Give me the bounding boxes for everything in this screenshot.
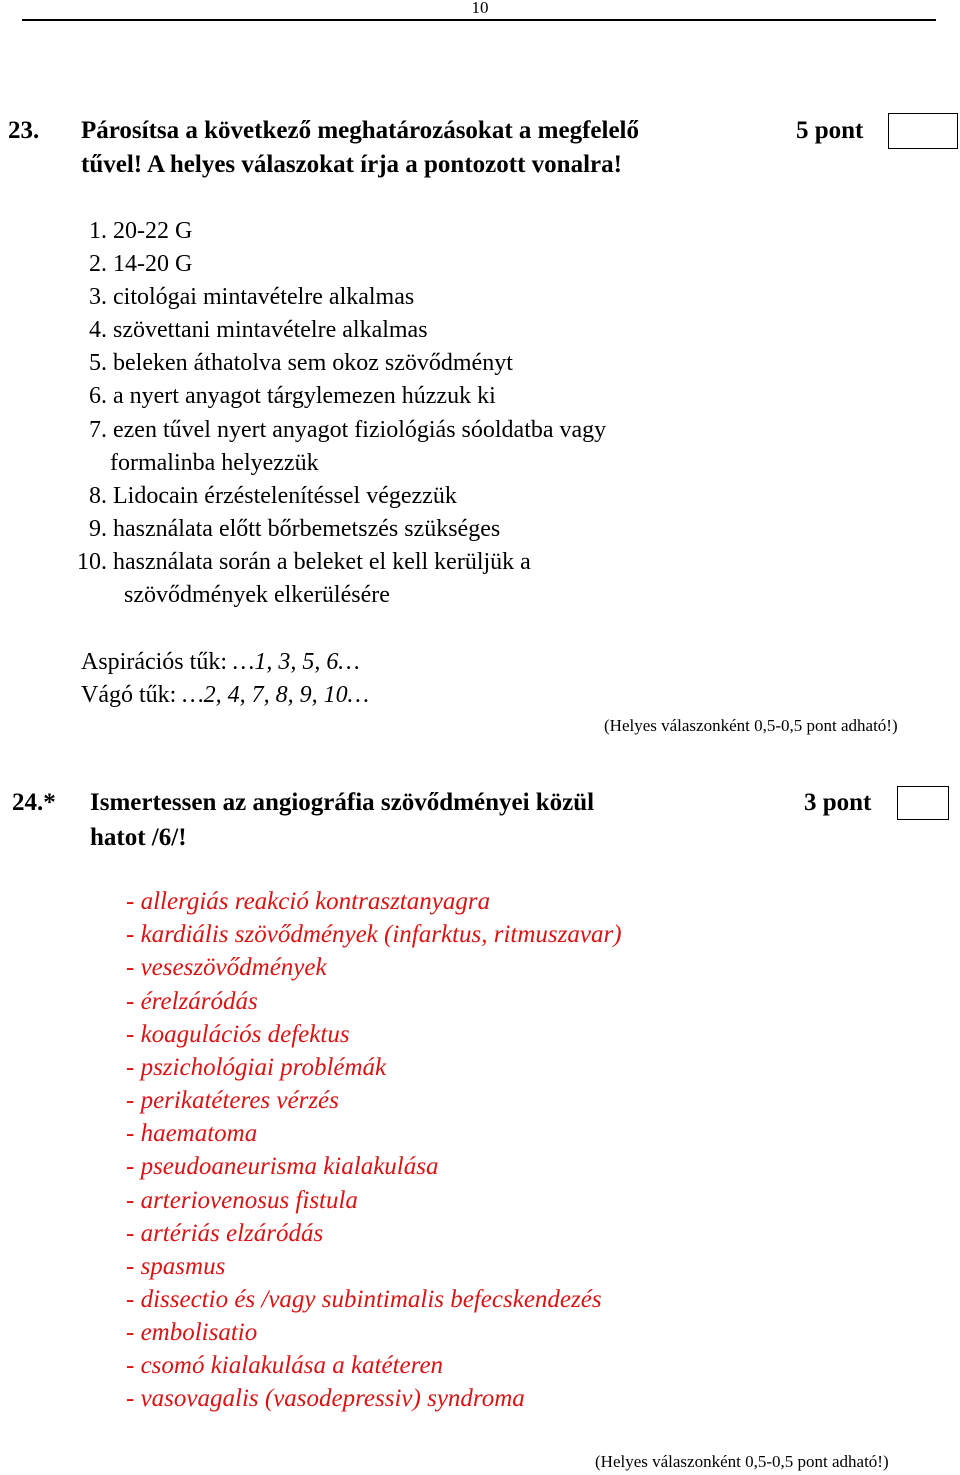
q23-item-1: 1. 20-22 G [89, 218, 193, 244]
q24-answer-2: - kardiális szövődmények (infarktus, ritmuszavar) [126, 921, 622, 948]
q23-item-10: 10. használata során a beleket el kell kerüljük a [77, 549, 531, 575]
q23-item-6: 6. a nyert anyagot tárgylemezen húzzuk ki [89, 383, 496, 409]
q24-answer-6: - pszichológiai problémák [126, 1054, 387, 1081]
q23-score-box[interactable] [888, 113, 958, 149]
cutting-label: Vágó tűk: [81, 682, 183, 708]
q23-item-3: 3. citológai mintavételre alkalmas [89, 284, 415, 310]
q23-item-2: 2. 14-20 G [89, 251, 193, 277]
q24-answer-13: - dissectio és /vagy subintimalis befecskendezés [126, 1286, 602, 1313]
q24-score-box[interactable] [897, 786, 949, 820]
aspiration-answer[interactable]: …1, 3, 5, 6… [232, 649, 360, 675]
q24-points: 3 pont [804, 789, 872, 816]
q23-title-line1: Párosítsa a következő meghatározásokat a megfelelő [81, 117, 639, 144]
q24-answer-11: - artériás elzáródás [126, 1220, 324, 1247]
q23-points: 5 pont [796, 117, 864, 144]
cutting-answer[interactable]: …2, 4, 7, 8, 9, 10… [182, 682, 370, 708]
q24-answer-16: - vasovagalis (vasodepressiv) syndroma [126, 1385, 525, 1412]
q24-answer-10: - arteriovenosus fistula [126, 1187, 358, 1214]
q23-item-4: 4. szövettani mintavételre alkalmas [89, 317, 428, 343]
q23-title-line2: tűvel! A helyes válaszokat írja a pontozott vonalra! [81, 151, 622, 178]
q24-answer-15: - csomó kialakulása a katéteren [126, 1352, 444, 1379]
q23-answer-cutting [81, 682, 369, 709]
q23-item-7: 7. ezen tűvel nyert anyagot fiziológiás sóoldatba vagy [89, 417, 607, 443]
q24-answer-5: - koagulációs defektus [126, 1021, 350, 1048]
q24-answer-8: - haematoma [126, 1120, 258, 1147]
q24-scoring-note: (Helyes válaszonként 0,5-0,5 pont adható!) [595, 1452, 889, 1471]
q23-number: 23. [8, 117, 40, 144]
q24-title-line2: hatot /6/! [90, 824, 187, 851]
q24-answer-9: - pseudoaneurisma kialakulása [126, 1153, 439, 1180]
q24-answer-7: - perikatéteres vérzés [126, 1087, 339, 1114]
q23-item-7-cont: formalinba helyezzük [110, 450, 319, 476]
aspiration-label: Aspirációs tűk: [81, 649, 233, 675]
q23-answer-aspiration [81, 649, 360, 676]
q23-item-9: 9. használata előtt bőrbemetszés szükséges [89, 516, 501, 542]
q24-answer-1: - allergiás reakció kontrasztanyagra [126, 888, 491, 915]
q24-title-line1: Ismertessen az angiográfia szövődményei közül [90, 789, 595, 816]
q24-number: 24.* [12, 789, 56, 816]
q23-item-5: 5. beleken áthatolva sem okoz szövődményt [89, 350, 513, 376]
q23-item-8: 8. Lidocain érzéstelenítéssel végezzük [89, 483, 457, 509]
page-number: 10 [471, 0, 489, 17]
q23-item-10-cont: szövődmények elkerülésére [124, 582, 390, 608]
q23-scoring-note: (Helyes válaszonként 0,5-0,5 pont adható!) [604, 716, 898, 735]
header-divider [22, 19, 936, 21]
q24-answer-14: - embolisatio [126, 1319, 258, 1346]
q24-answer-3: - veseszövődmények [126, 954, 327, 981]
q24-answer-12: - spasmus [126, 1253, 226, 1280]
q24-answer-4: - érelzáródás [126, 988, 258, 1015]
